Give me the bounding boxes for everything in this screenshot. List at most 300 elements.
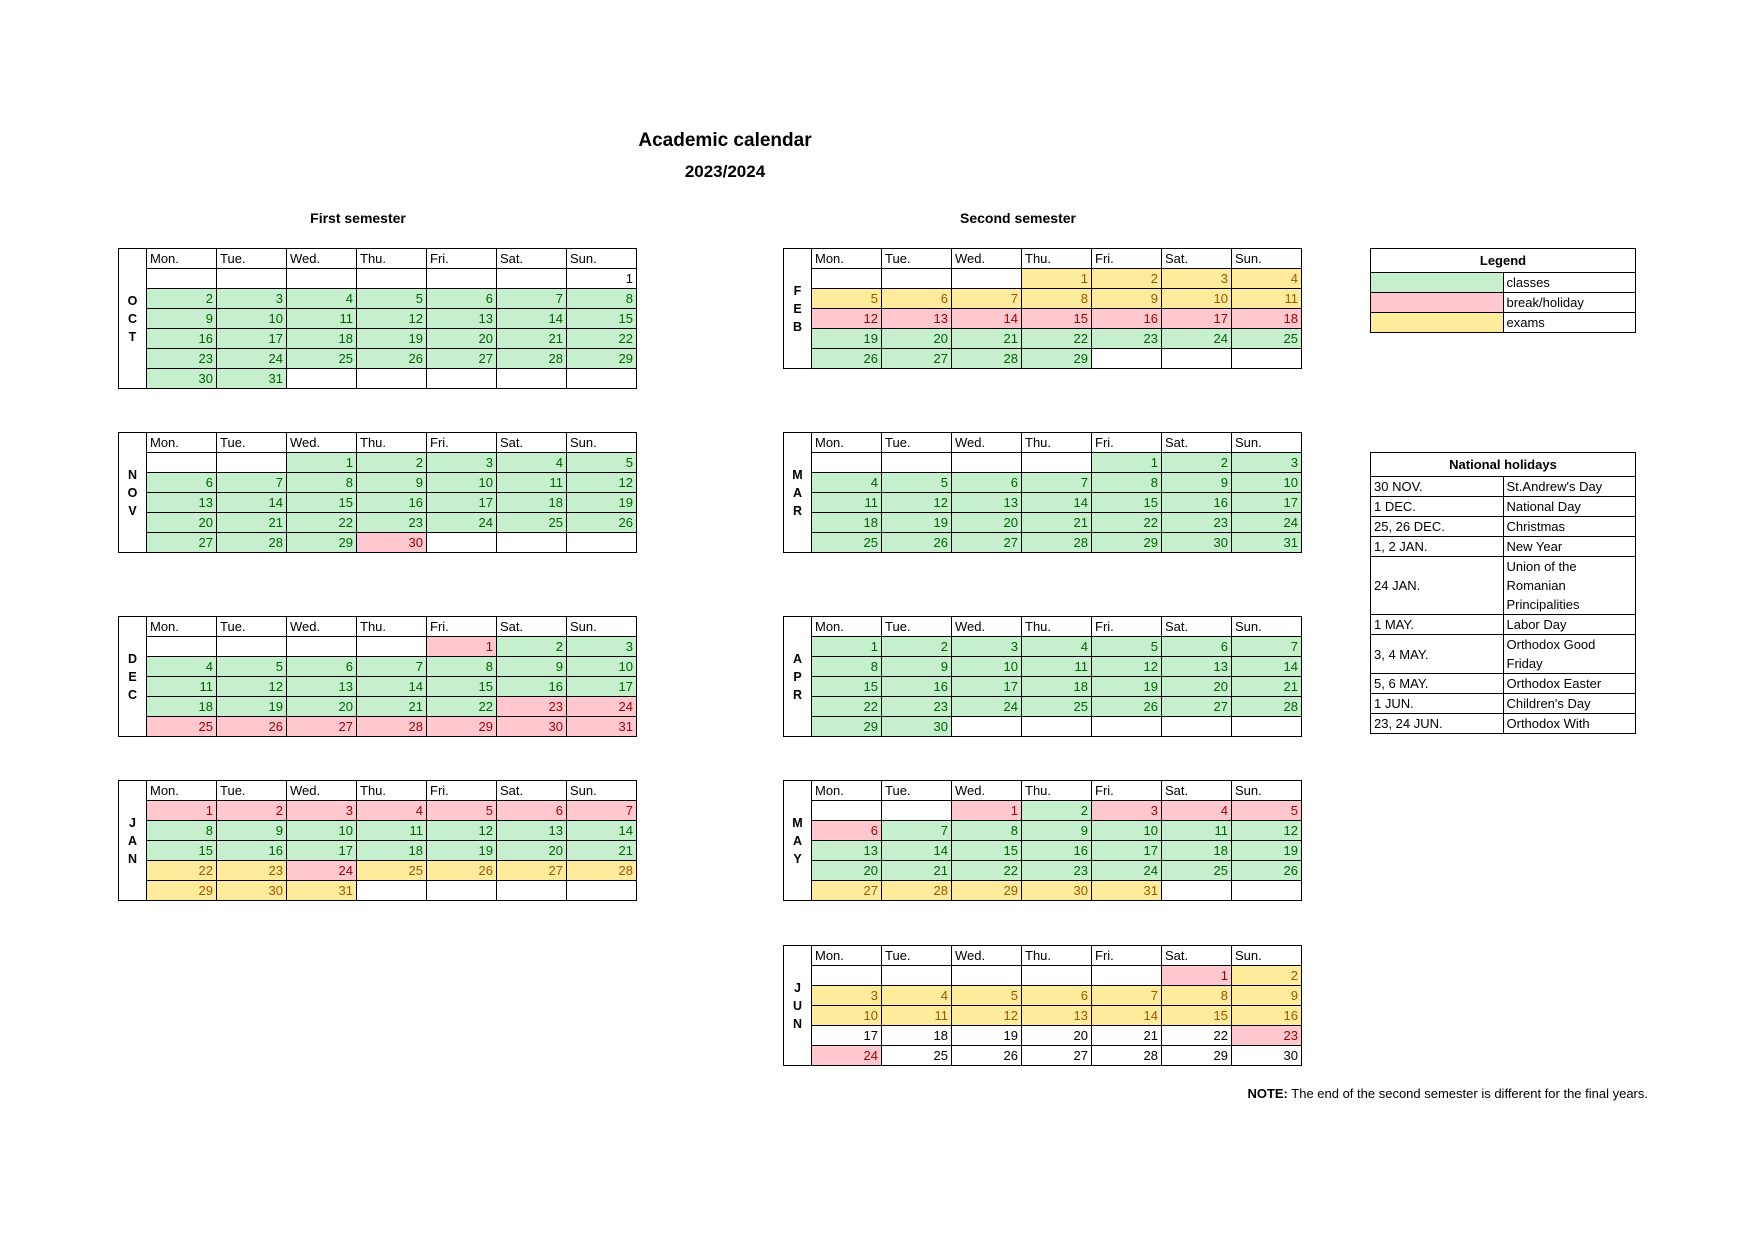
holiday-name: Labor Day	[1503, 615, 1636, 635]
empty-cell	[357, 269, 427, 289]
day-cell: 2	[1232, 966, 1302, 986]
day-cell: 12	[427, 821, 497, 841]
day-cell: 19	[952, 1026, 1022, 1046]
empty-cell	[287, 269, 357, 289]
day-cell: 15	[147, 841, 217, 861]
weekday-header: Wed.	[952, 946, 1022, 966]
weekday-header: Fri.	[1092, 433, 1162, 453]
weekday-header: Sun.	[567, 781, 637, 801]
day-cell: 23	[497, 697, 567, 717]
day-cell: 22	[1092, 513, 1162, 533]
weekday-header: Wed.	[952, 617, 1022, 637]
weekday-header: Thu.	[1022, 781, 1092, 801]
day-cell: 20	[882, 329, 952, 349]
holiday-date: 30 NOV.	[1371, 477, 1504, 497]
day-cell: 4	[147, 657, 217, 677]
day-cell: 23	[1162, 513, 1232, 533]
weekday-header: Thu.	[1022, 433, 1092, 453]
day-cell: 1	[147, 801, 217, 821]
day-cell: 28	[882, 881, 952, 901]
day-cell: 15	[1092, 493, 1162, 513]
month-mar	[783, 432, 1302, 553]
day-cell: 14	[1092, 1006, 1162, 1026]
weekday-header: Sun.	[567, 249, 637, 269]
weekday-header: Wed.	[287, 781, 357, 801]
empty-cell	[287, 637, 357, 657]
day-cell: 16	[357, 493, 427, 513]
legend-swatch	[1371, 273, 1504, 293]
day-cell: 19	[882, 513, 952, 533]
day-cell: 6	[1162, 637, 1232, 657]
day-cell: 6	[427, 289, 497, 309]
month-label: O C T	[119, 249, 147, 389]
page-title: Academic calendar	[638, 130, 812, 151]
day-cell: 26	[882, 533, 952, 553]
day-cell: 16	[882, 677, 952, 697]
day-cell: 23	[1092, 329, 1162, 349]
day-cell: 29	[1162, 1046, 1232, 1066]
day-cell: 25	[357, 861, 427, 881]
weekday-header: Mon.	[147, 617, 217, 637]
day-cell: 14	[882, 841, 952, 861]
day-cell: 15	[952, 841, 1022, 861]
empty-cell	[952, 717, 1022, 737]
weekday-header: Mon.	[812, 946, 882, 966]
empty-cell	[567, 533, 637, 553]
day-cell: 23	[357, 513, 427, 533]
day-cell: 10	[1092, 821, 1162, 841]
month-label: M A R	[784, 433, 812, 553]
day-cell: 3	[1162, 269, 1232, 289]
holiday-name: National Day	[1503, 497, 1636, 517]
empty-cell	[1022, 453, 1092, 473]
day-cell: 15	[287, 493, 357, 513]
empty-cell	[147, 637, 217, 657]
weekday-header: Sat.	[1162, 617, 1232, 637]
empty-cell	[357, 369, 427, 389]
day-cell: 23	[147, 349, 217, 369]
day-cell: 25	[882, 1046, 952, 1066]
day-cell: 2	[497, 637, 567, 657]
day-cell: 20	[147, 513, 217, 533]
holiday-name: Orthodox Good Friday	[1503, 635, 1636, 674]
day-cell: 15	[812, 677, 882, 697]
empty-cell	[952, 453, 1022, 473]
month-feb	[783, 248, 1302, 369]
holiday-name: New Year	[1503, 537, 1636, 557]
day-cell: 17	[427, 493, 497, 513]
empty-cell	[812, 966, 882, 986]
day-cell: 14	[357, 677, 427, 697]
day-cell: 8	[952, 821, 1022, 841]
day-cell: 15	[1162, 1006, 1232, 1026]
weekday-header: Fri.	[427, 617, 497, 637]
day-cell: 1	[427, 637, 497, 657]
day-cell: 13	[1162, 657, 1232, 677]
day-cell: 26	[427, 861, 497, 881]
empty-cell	[1092, 966, 1162, 986]
day-cell: 4	[1232, 269, 1302, 289]
day-cell: 24	[427, 513, 497, 533]
national-holidays-table	[1370, 452, 1636, 734]
day-cell: 10	[812, 1006, 882, 1026]
day-cell: 30	[217, 881, 287, 901]
legend-label: classes	[1503, 273, 1636, 293]
day-cell: 29	[952, 881, 1022, 901]
day-cell: 3	[287, 801, 357, 821]
empty-cell	[567, 369, 637, 389]
empty-cell	[1092, 349, 1162, 369]
holiday-row	[1371, 517, 1636, 537]
day-cell: 22	[1022, 329, 1092, 349]
day-cell: 1	[1022, 269, 1092, 289]
day-cell: 17	[1162, 309, 1232, 329]
day-cell: 8	[1022, 289, 1092, 309]
day-cell: 29	[287, 533, 357, 553]
day-cell: 8	[567, 289, 637, 309]
weekday-header: Tue.	[217, 617, 287, 637]
day-cell: 9	[1022, 821, 1092, 841]
day-cell: 17	[952, 677, 1022, 697]
day-cell: 15	[567, 309, 637, 329]
weekday-header: Sat.	[1162, 946, 1232, 966]
month-jan	[118, 780, 637, 901]
day-cell: 17	[812, 1026, 882, 1046]
day-cell: 12	[882, 493, 952, 513]
day-cell: 28	[1092, 1046, 1162, 1066]
weekday-header: Fri.	[1092, 781, 1162, 801]
day-cell: 30	[497, 717, 567, 737]
weekday-header: Fri.	[1092, 617, 1162, 637]
day-cell: 30	[1022, 881, 1092, 901]
day-cell: 9	[147, 309, 217, 329]
day-cell: 4	[287, 289, 357, 309]
academic-year: 2023/2024	[684, 162, 766, 181]
day-cell: 7	[217, 473, 287, 493]
day-cell: 28	[1022, 533, 1092, 553]
weekday-header: Tue.	[882, 617, 952, 637]
day-cell: 25	[147, 717, 217, 737]
day-cell: 21	[1092, 1026, 1162, 1046]
day-cell: 19	[812, 329, 882, 349]
month-dec	[118, 616, 637, 737]
day-cell: 25	[497, 513, 567, 533]
day-cell: 20	[497, 841, 567, 861]
day-cell: 9	[1162, 473, 1232, 493]
day-cell: 26	[1092, 697, 1162, 717]
day-cell: 18	[1232, 309, 1302, 329]
day-cell: 14	[567, 821, 637, 841]
weekday-header: Fri.	[1092, 946, 1162, 966]
day-cell: 2	[147, 289, 217, 309]
day-cell: 23	[882, 697, 952, 717]
empty-cell	[357, 881, 427, 901]
legend-row	[1371, 313, 1636, 333]
day-cell: 19	[427, 841, 497, 861]
weekday-header: Sat.	[497, 617, 567, 637]
weekday-header: Mon.	[812, 433, 882, 453]
day-cell: 25	[287, 349, 357, 369]
day-cell: 1	[1162, 966, 1232, 986]
holiday-date: 1 MAY.	[1371, 615, 1504, 635]
legend-label: break/holiday	[1503, 293, 1636, 313]
day-cell: 23	[217, 861, 287, 881]
day-cell: 4	[882, 986, 952, 1006]
weekday-header: Fri.	[427, 781, 497, 801]
day-cell: 16	[1162, 493, 1232, 513]
day-cell: 6	[1022, 986, 1092, 1006]
day-cell: 19	[217, 697, 287, 717]
day-cell: 27	[1162, 697, 1232, 717]
day-cell: 20	[287, 697, 357, 717]
day-cell: 2	[1092, 269, 1162, 289]
day-cell: 25	[812, 533, 882, 553]
day-cell: 9	[1092, 289, 1162, 309]
day-cell: 7	[952, 289, 1022, 309]
day-cell: 28	[952, 349, 1022, 369]
day-cell: 13	[427, 309, 497, 329]
day-cell: 7	[882, 821, 952, 841]
day-cell: 11	[287, 309, 357, 329]
day-cell: 20	[427, 329, 497, 349]
day-cell: 11	[497, 473, 567, 493]
holiday-row	[1371, 714, 1636, 734]
day-cell: 13	[497, 821, 567, 841]
day-cell: 25	[1162, 861, 1232, 881]
note	[1100, 1086, 1648, 1101]
day-cell: 5	[952, 986, 1022, 1006]
day-cell: 4	[497, 453, 567, 473]
day-cell: 5	[217, 657, 287, 677]
weekday-header: Sat.	[497, 433, 567, 453]
day-cell: 13	[147, 493, 217, 513]
first-semester-heading: First semester	[310, 210, 406, 226]
day-cell: 31	[287, 881, 357, 901]
holiday-date: 3, 4 MAY.	[1371, 635, 1504, 674]
month-label: J A N	[119, 781, 147, 901]
day-cell: 10	[1232, 473, 1302, 493]
weekday-header: Sat.	[1162, 249, 1232, 269]
day-cell: 18	[812, 513, 882, 533]
holiday-row	[1371, 537, 1636, 557]
day-cell: 18	[357, 841, 427, 861]
empty-cell	[497, 369, 567, 389]
day-cell: 1	[812, 637, 882, 657]
weekday-header: Sat.	[497, 781, 567, 801]
day-cell: 22	[952, 861, 1022, 881]
empty-cell	[1232, 717, 1302, 737]
day-cell: 12	[1232, 821, 1302, 841]
day-cell: 2	[1162, 453, 1232, 473]
legend-label: exams	[1503, 313, 1636, 333]
day-cell: 26	[357, 349, 427, 369]
holiday-date: 1 DEC.	[1371, 497, 1504, 517]
day-cell: 31	[567, 717, 637, 737]
day-cell: 12	[217, 677, 287, 697]
weekday-header: Wed.	[287, 249, 357, 269]
holiday-row	[1371, 674, 1636, 694]
day-cell: 23	[1022, 861, 1092, 881]
day-cell: 13	[287, 677, 357, 697]
weekday-header: Mon.	[812, 249, 882, 269]
day-cell: 31	[1232, 533, 1302, 553]
day-cell: 6	[882, 289, 952, 309]
holiday-row	[1371, 615, 1636, 635]
month-label: N O V	[119, 433, 147, 553]
day-cell: 3	[1232, 453, 1302, 473]
day-cell: 2	[1022, 801, 1092, 821]
day-cell: 30	[1162, 533, 1232, 553]
day-cell: 21	[357, 697, 427, 717]
day-cell: 22	[567, 329, 637, 349]
day-cell: 14	[1022, 493, 1092, 513]
legend-swatch	[1371, 293, 1504, 313]
day-cell: 12	[357, 309, 427, 329]
day-cell: 13	[882, 309, 952, 329]
day-cell: 21	[882, 861, 952, 881]
day-cell: 2	[882, 637, 952, 657]
empty-cell	[427, 533, 497, 553]
legend-swatch	[1371, 313, 1504, 333]
day-cell: 10	[567, 657, 637, 677]
empty-cell	[1022, 966, 1092, 986]
day-cell: 17	[567, 677, 637, 697]
weekday-header: Thu.	[357, 617, 427, 637]
day-cell: 1	[952, 801, 1022, 821]
day-cell: 2	[357, 453, 427, 473]
day-cell: 13	[812, 841, 882, 861]
national-holidays-title: National holidays	[1371, 453, 1636, 477]
day-cell: 24	[812, 1046, 882, 1066]
day-cell: 5	[357, 289, 427, 309]
day-cell: 20	[952, 513, 1022, 533]
day-cell: 7	[1092, 986, 1162, 1006]
day-cell: 20	[1162, 677, 1232, 697]
holiday-name: Children's Day	[1503, 694, 1636, 714]
weekday-header: Thu.	[1022, 249, 1092, 269]
day-cell: 21	[497, 329, 567, 349]
weekday-header: Tue.	[217, 249, 287, 269]
day-cell: 29	[567, 349, 637, 369]
day-cell: 16	[1092, 309, 1162, 329]
day-cell: 4	[1022, 637, 1092, 657]
day-cell: 28	[217, 533, 287, 553]
day-cell: 5	[882, 473, 952, 493]
weekday-header: Sun.	[1232, 249, 1302, 269]
day-cell: 22	[427, 697, 497, 717]
holiday-date: 25, 26 DEC.	[1371, 517, 1504, 537]
month-label: J U N	[784, 946, 812, 1066]
day-cell: 28	[1232, 697, 1302, 717]
day-cell: 9	[357, 473, 427, 493]
day-cell: 31	[1092, 881, 1162, 901]
day-cell: 19	[357, 329, 427, 349]
weekday-header: Sun.	[1232, 946, 1302, 966]
holiday-row	[1371, 694, 1636, 714]
weekday-header: Wed.	[952, 781, 1022, 801]
day-cell: 27	[427, 349, 497, 369]
month-apr	[783, 616, 1302, 737]
day-cell: 24	[952, 697, 1022, 717]
holiday-row	[1371, 635, 1636, 674]
day-cell: 29	[812, 717, 882, 737]
day-cell: 14	[1232, 657, 1302, 677]
day-cell: 10	[287, 821, 357, 841]
day-cell: 13	[1022, 1006, 1092, 1026]
weekday-header: Mon.	[812, 781, 882, 801]
day-cell: 6	[147, 473, 217, 493]
month-label: A P R	[784, 617, 812, 737]
holiday-row	[1371, 497, 1636, 517]
day-cell: 14	[952, 309, 1022, 329]
day-cell: 8	[427, 657, 497, 677]
empty-cell	[1162, 349, 1232, 369]
day-cell: 27	[147, 533, 217, 553]
weekday-header: Mon.	[812, 617, 882, 637]
day-cell: 19	[1232, 841, 1302, 861]
day-cell: 8	[287, 473, 357, 493]
day-cell: 29	[1022, 349, 1092, 369]
day-cell: 29	[427, 717, 497, 737]
day-cell: 28	[357, 717, 427, 737]
day-cell: 11	[1162, 821, 1232, 841]
empty-cell	[427, 269, 497, 289]
holiday-row	[1371, 477, 1636, 497]
day-cell: 8	[1092, 473, 1162, 493]
day-cell: 27	[1022, 1046, 1092, 1066]
month-jun	[783, 945, 1302, 1066]
empty-cell	[427, 369, 497, 389]
legend-title: Legend	[1371, 249, 1636, 273]
weekday-header: Wed.	[952, 433, 1022, 453]
holiday-date: 1 JUN.	[1371, 694, 1504, 714]
day-cell: 27	[882, 349, 952, 369]
empty-cell	[882, 269, 952, 289]
day-cell: 18	[882, 1026, 952, 1046]
day-cell: 21	[567, 841, 637, 861]
day-cell: 7	[567, 801, 637, 821]
second-semester-heading: Second semester	[960, 210, 1076, 226]
day-cell: 16	[1022, 841, 1092, 861]
day-cell: 9	[882, 657, 952, 677]
day-cell: 8	[147, 821, 217, 841]
day-cell: 5	[427, 801, 497, 821]
day-cell: 1	[567, 269, 637, 289]
day-cell: 1	[1092, 453, 1162, 473]
empty-cell	[567, 881, 637, 901]
holiday-date: 23, 24 JUN.	[1371, 714, 1504, 734]
day-cell: 15	[1022, 309, 1092, 329]
weekday-header: Sun.	[567, 617, 637, 637]
day-cell: 9	[1232, 986, 1302, 1006]
day-cell: 20	[1022, 1026, 1092, 1046]
holiday-name: St.Andrew's Day	[1503, 477, 1636, 497]
day-cell: 16	[1232, 1006, 1302, 1026]
holiday-name: Christmas	[1503, 517, 1636, 537]
day-cell: 10	[1162, 289, 1232, 309]
day-cell: 3	[217, 289, 287, 309]
weekday-header: Sat.	[1162, 433, 1232, 453]
day-cell: 14	[497, 309, 567, 329]
day-cell: 23	[1232, 1026, 1302, 1046]
empty-cell	[1232, 349, 1302, 369]
empty-cell	[1162, 717, 1232, 737]
day-cell: 12	[567, 473, 637, 493]
day-cell: 21	[952, 329, 1022, 349]
empty-cell	[217, 269, 287, 289]
empty-cell	[357, 637, 427, 657]
weekday-header: Mon.	[147, 781, 217, 801]
